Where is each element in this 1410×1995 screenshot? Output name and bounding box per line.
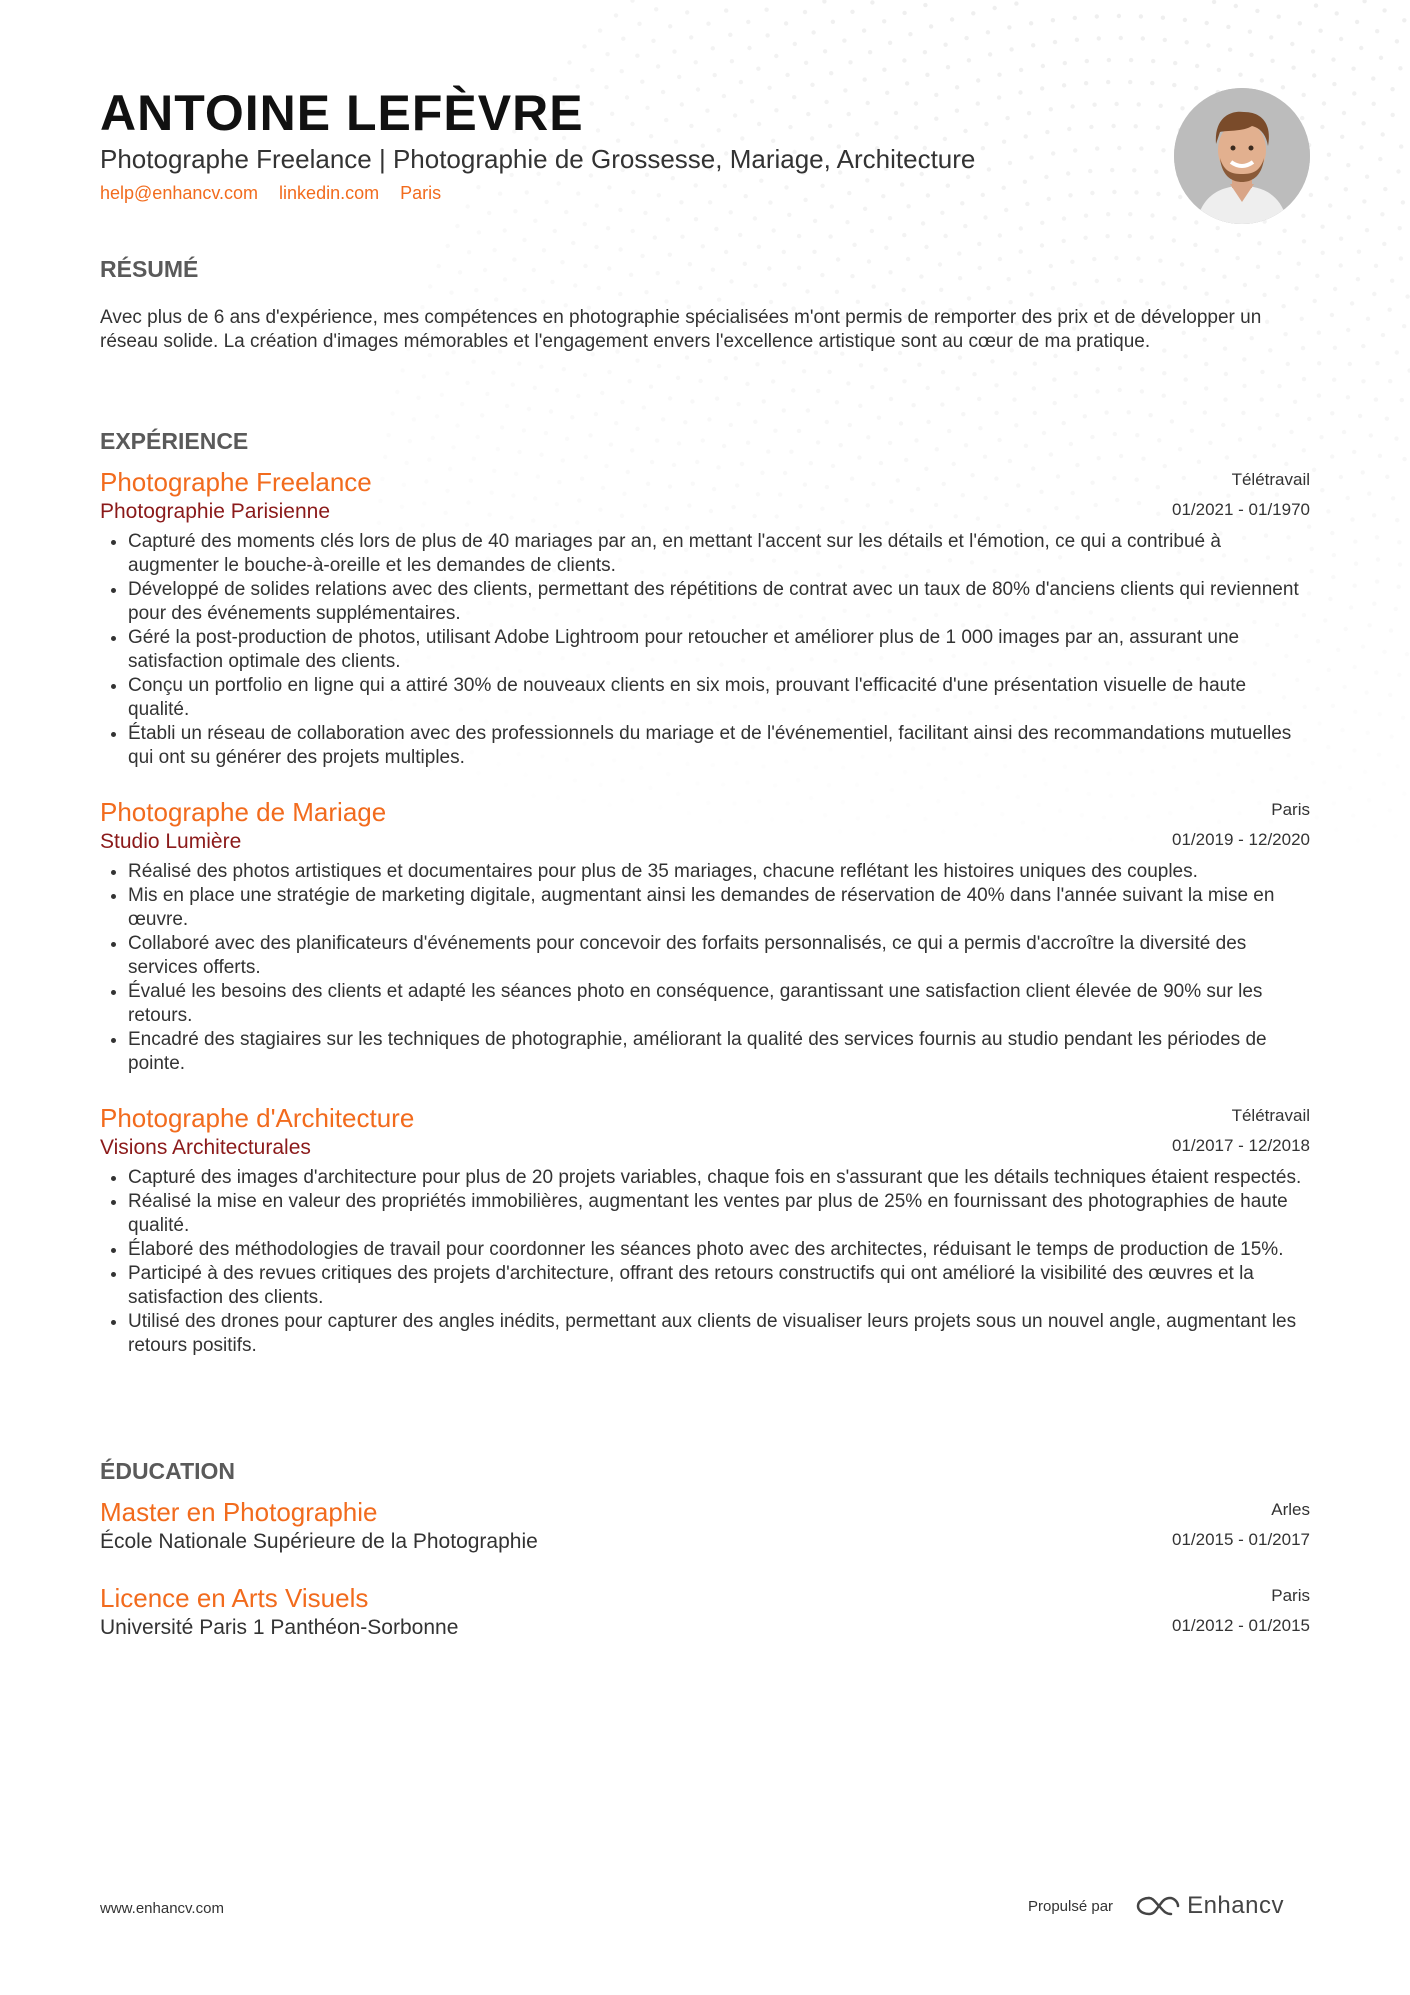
job-bullet: • Capturé des moments clés lors de plus de 40 mariages par an, en mettant l'accent sur les détails et l'émotion, ce qui a contribué à augmenter le bouche-à-oreille et les demandes de clients.: [128, 530, 1310, 578]
powered-by-label: Propulsé par: [1028, 1897, 1114, 1915]
job-bullet: • Réalisé des photos artistiques et documentaires pour plus de 35 mariages, chacune reflétant les histoires uniques des couples.: [128, 860, 1310, 884]
education-school: École Nationale Supérieure de la Photographie: [100, 1530, 538, 1553]
job-location: Paris: [1271, 800, 1310, 819]
job-bullets: [100, 530, 1310, 770]
education-location: Paris: [1271, 1586, 1310, 1605]
job-bullet: • Utilisé des drones pour capturer des angles inédits, permettant aux clients de visualiser leurs projets sous un nouvel angle, augmentant les retours positifs.: [128, 1310, 1310, 1358]
education-item: [100, 1582, 1310, 1642]
job-bullet: • Mis en place une stratégie de marketing digitale, augmentant ainsi les demandes de réservation de 40% dans l'année suivant la mise en œuvre.: [128, 884, 1310, 932]
enhancv-brand: Enhancv: [1187, 1892, 1284, 1919]
candidate-name: ANTOINE LEFÈVRE: [100, 85, 584, 141]
job-bullet: • Établi un réseau de collaboration avec des professionnels du mariage et de l'événementiel, facilitant ainsi des recommandations mutuelles qui ont su générer des projets multiples.: [128, 722, 1310, 770]
job-bullets: [100, 860, 1310, 1076]
candidate-headline: Photographe Freelance | Photographie de Grossesse, Mariage, Architecture: [100, 144, 976, 174]
job-location: Télétravail: [1231, 470, 1310, 489]
education-dates: 01/2012 - 01/2015: [1171, 1616, 1310, 1635]
experience-item: [100, 1102, 1310, 1358]
education-title: ÉDUCATION: [100, 1458, 236, 1484]
summary-text: Avec plus de 6 ans d'expérience, mes compétences en photographie spécialisées m'ont permis de remporter des prix et de développer un réseau solide. La création d'images mémorables et l'engagement envers l'excellence artistique sont au cœur de ma pratique.: [100, 307, 1262, 352]
education-location: Arles: [1271, 1500, 1310, 1519]
job-bullet: • Conçu un portfolio en ligne qui a attiré 30% de nouveaux clients en six mois, prouvant l'efficacité d'une présentation visuelle de haute qualité.: [128, 674, 1310, 722]
job-company: Photographie Parisienne: [100, 500, 330, 523]
education-degree: Master en Photographie: [100, 1497, 378, 1527]
education-school: Université Paris 1 Panthéon-Sorbonne: [100, 1616, 459, 1639]
experience-title: EXPÉRIENCE: [100, 428, 249, 454]
contact-line: [100, 183, 457, 204]
job-bullet: • Évalué les besoins des clients et adapté les séances photo en conséquence, garantissant une satisfaction client élevée de 90% sur les retours.: [128, 980, 1310, 1028]
job-bullet: • Collaboré avec des planificateurs d'événements pour concevoir des forfaits personnalisés, ce qui a permis d'accroître la diversité des services offerts.: [128, 932, 1310, 980]
job-bullet: • Réalisé la mise en valeur des propriétés immobilières, augmentant les ventes par plus de 25% en fournissant des photographies de haute qualité.: [128, 1190, 1310, 1238]
job-bullet: • Capturé des images d'architecture pour plus de 20 projets variables, chaque fois en s'assurant que les détails techniques étaient respectés.: [128, 1166, 1310, 1190]
education-item: [100, 1496, 1310, 1556]
job-dates: 01/2021 - 01/1970: [1171, 500, 1310, 519]
education-dates: 01/2015 - 01/2017: [1171, 1530, 1310, 1549]
email-link[interactable]: help@enhancv.com: [100, 183, 259, 203]
job-bullet: • Participé à des revues critiques des projets d'architecture, offrant des retours constructifs qui ont amélioré la visibilité des œuvres et la satisfaction des clients.: [128, 1262, 1310, 1310]
job-role: Photographe d'Architecture: [100, 1103, 415, 1133]
job-company: Studio Lumière: [100, 830, 242, 853]
avatar-portrait: [1174, 88, 1310, 224]
job-bullet: • Développé de solides relations avec des clients, permettant des répétitions de contrat avec un taux de 80% d'anciens clients qui reviennent pour des événements supplémentaires.: [128, 578, 1310, 626]
job-location: Télétravail: [1231, 1106, 1310, 1125]
linkedin-link[interactable]: linkedin.com: [279, 183, 380, 203]
enhancv-logo-icon: [1135, 1894, 1181, 1918]
education-degree: Licence en Arts Visuels: [100, 1583, 369, 1613]
footer-branding: [1028, 1892, 1284, 1920]
experience-item: [100, 466, 1310, 770]
footer-website[interactable]: www.enhancv.com: [100, 1900, 224, 1917]
profile-photo: [1174, 88, 1310, 224]
job-role: Photographe de Mariage: [100, 797, 387, 827]
job-dates: 01/2017 - 12/2018: [1171, 1136, 1310, 1155]
job-bullets: [100, 1166, 1310, 1358]
experience-item: [100, 796, 1310, 1076]
job-role: Photographe Freelance: [100, 467, 372, 497]
job-bullet: • Encadré des stagiaires sur les techniques de photographie, améliorant la qualité des services fournis au studio pendant les périodes de pointe.: [128, 1028, 1310, 1076]
job-bullet: • Élaboré des méthodologies de travail pour coordonner les séances photo avec des architectes, réduisant le temps de production de 15%.: [128, 1238, 1310, 1262]
summary-title: RÉSUMÉ: [100, 256, 199, 282]
location-text: Paris: [400, 183, 442, 203]
job-bullet: • Géré la post-production de photos, utilisant Adobe Lightroom pour retoucher et améliorer plus de 1 000 images par an, assurant une satisfaction optimale des clients.: [128, 626, 1310, 674]
job-dates: 01/2019 - 12/2020: [1171, 830, 1310, 849]
job-company: Visions Architecturales: [100, 1136, 311, 1159]
